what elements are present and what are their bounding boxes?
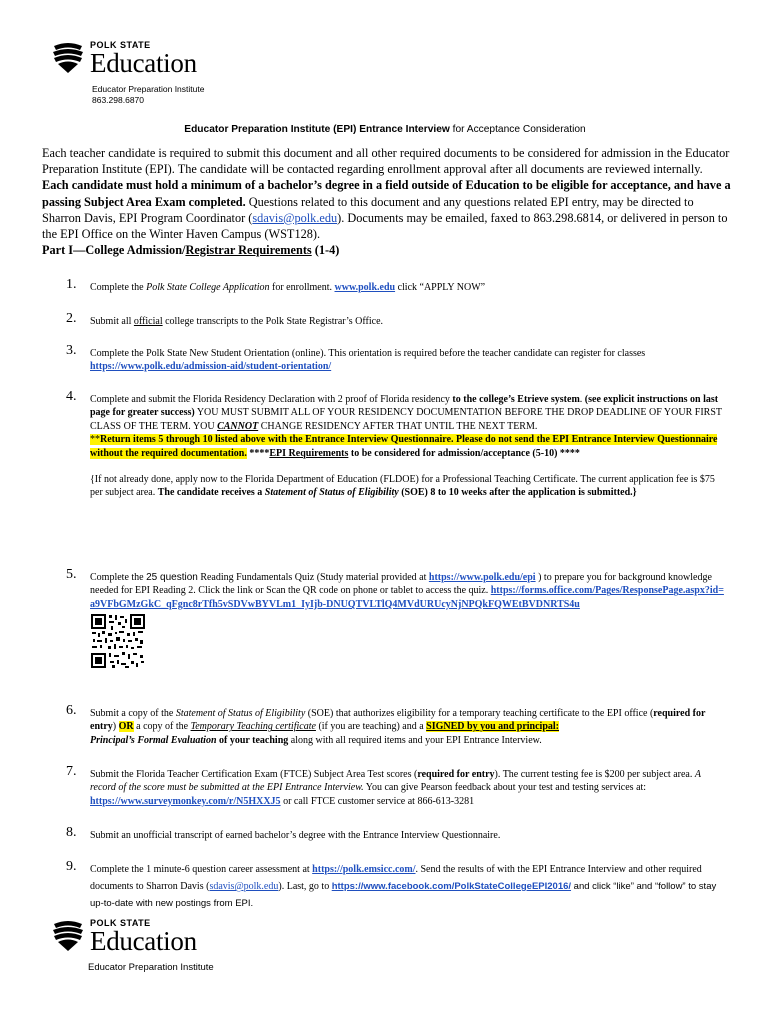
item-bold: (see explicit instructions on last page for greater success) [90,394,719,419]
header-institute: Educator Preparation Institute [92,84,205,94]
part-heading-b: Registrar Requirements [185,243,312,257]
title-bold: Educator Preparation Institute (EPI) Entrance Interview [184,124,450,135]
fldoe-note [90,473,726,500]
polk-state-logo [50,40,197,76]
item-text: {If not already done, apply now to the Florida Department of Education (FLDOE) for a Professional Teaching Certificate. The current application fee is $75 per subject area. [90,474,715,499]
list-item-5 [66,567,726,669]
item-bold: **** [246,447,270,459]
list-item-9 [66,861,726,912]
facebook-page-link[interactable]: https://www.facebook.com/PolkStateCollegeEPI2016/ [331,881,572,892]
item-number: 4. [66,389,77,404]
item-text: click “APPLY NOW” [395,282,486,293]
list-item-6 [66,703,726,747]
item-text: Submit all [90,316,134,327]
footer-logo-small-text: POLK STATE [90,918,151,928]
item9-email-link[interactable]: sdavis@polk.edu [209,881,279,892]
footer-logo [50,918,197,954]
item-italic: Statement of Status of Eligibility [175,708,306,719]
intro-text-1: Each teacher candidate is required to submit this document and all other required documents to be considered for admission in the Educator Preparation Institute (EPI). The candidate will be contacted regarding enrollment approval after all documents are reviewed internally. [42,146,730,177]
cannot-emphasis: CANNOT [217,420,259,432]
list-item-7 [66,764,726,808]
item-text: . Send the results of with the EPI Entrance Interview and other required documents to Sharron Davis ( [90,864,702,892]
item-number: 8. [66,825,77,840]
item-number: 5. [66,567,77,582]
item-bold: of your teaching [216,734,289,746]
item-text: Complete the 1 minute-6 question career assessment at [90,864,313,875]
polk-website-link[interactable]: www.polk.edu [334,282,396,293]
item-text: and click “like” and “follow” to stay up-to-date with new postings from EPI. [90,881,717,909]
intro-bold-requirement: Each candidate must hold a minimum of a bachelor’s degree in a field outside of Education to be eligible for acceptance, and have a passing Subject Area Exam completed. [42,178,731,209]
intro-text-3: ). Documents may be emailed, faxed to 863.298.6814, or delivered in person to the EPI Office on the Winter Haven Campus (WST128). [42,210,728,242]
item-text: Complete the [90,572,147,583]
item-italic-underlined: Temporary Teaching certificate [190,721,316,733]
item-number: 9. [66,859,77,874]
header-phone: 863.298.6870 [92,94,144,105]
list-item-4 [66,389,726,500]
pearson-survey-link[interactable]: https://www.surveymonkey.com/r/N5HXXJ5 [90,795,281,807]
item-text: . [579,394,585,405]
item-bold-underlined: EPI Requirements [269,447,349,459]
item-text: ). The current testing fee is $200 per subject area. [494,769,695,780]
item-bold: (SOE) 8 to 10 weeks after the application is submitted.} [398,487,637,499]
item-italic: A record of the score must be submitted at the EPI Entrance Interview. [90,769,701,794]
item-text: Complete and submit the Florida Residency Declaration with 2 proof of Florida residency [90,394,453,405]
item-text: Reading Fundamentals Quiz (Study material provided at [197,572,429,583]
part-heading-c: (1-4) [311,243,340,257]
career-assessment-link[interactable]: https://polk.emsicc.com/ [312,864,416,875]
item-number: 3. [66,343,77,358]
polk-state-emblem-icon [50,918,86,952]
item-text: ) to prepare you for background knowledge needed for EPI Reading 2. Click the link or Scan the QR code on phone or tablet to access the quiz. [90,572,712,597]
item-number: 2. [66,311,77,326]
list-item-3 [66,343,726,374]
logo-small-text: POLK STATE [90,40,151,50]
signed-emphasis: SIGNED by you and principal: [426,721,559,733]
item-text: or call FTCE customer service at 866-613-3281 [280,795,475,807]
item-text: Complete the [90,282,147,293]
item-text: (SOE) that authorizes eligibility for a temporary teaching certificate to the EPI office ( [305,708,654,719]
intro-email-link[interactable]: sdavis@polk.edu [252,210,338,225]
item-number: 6. [66,703,77,718]
item-bold-italic: Principal’s Formal Evaluation [90,734,217,746]
item-text: ). Last, go to [278,881,332,892]
polk-state-emblem-icon [50,40,86,74]
title-rest: for Acceptance Consideration [449,124,586,135]
page-title [0,124,770,135]
item-bold: The candidate receives a [157,487,265,499]
item-bold: to the college’s Etrieve system [452,394,580,405]
intro-paragraph [42,145,732,242]
quiz-form-link[interactable]: https://forms.office.com/Pages/ResponsePage.aspx?id=a9VFbGMzGkC_qFgnc8rTfh5vSDVwBYVLm1_IyIjb-DNUQTVLTlQ4MVdURUcyNjNPQkFQWEtBVDNRTS4u [90,585,724,610]
logo-big-text: Education [90,48,197,78]
item-text: along with all required items and your EPI Entrance Interview. [288,734,542,746]
item-text: Submit a copy of the [90,708,176,719]
orientation-link[interactable]: https://www.polk.edu/admission-aid/student-orientation/ [90,361,332,373]
item-text: CHANGE RESIDENCY AFTER THAT UNTIL THE NEXT TERM. [258,420,538,432]
or-emphasis: OR [118,721,134,733]
list-item-8 [66,825,726,842]
part-heading [42,243,339,258]
item-text: ** [90,434,100,446]
part-heading-a: Part I—College Admission/ [42,243,186,257]
item-text: a copy of the [133,721,191,733]
footer-institute: Educator Preparation Institute [88,962,214,973]
item-text: You can give Pearson feedback about your test and testing services at: [363,782,647,794]
item-text: 25 question [146,572,198,583]
list-item-2 [66,311,726,328]
footer-logo-big-text: Education [90,926,197,956]
item-text: college transcripts to the Polk State Registrar’s Office. [162,316,384,327]
item-text: Submit the Florida Teacher Certification Exam (FTCE) Subject Area Test scores ( [90,769,418,780]
item-bold: Return items 5 through 10 listed above with the Entrance Interview Questionnaire. Please do not send the EPI Entrance Interview Questionnaire without the required documentation. [90,434,718,459]
item-bold: to be considered for admission/acceptance (5-10) **** [348,447,580,459]
intro-text-2: Questions related to this document and any questions related EPI entry, may be directed to Sharron Davis, EPI Program Coordinator ( [42,194,694,225]
item-text: (if you are teaching) and a [315,721,427,733]
item-text: for enrollment. [269,282,335,293]
item-bold: required for entry [90,708,706,733]
header-address [92,84,204,105]
list-item-1 [66,277,726,294]
item-text: Submit an unofficial transcript of earned bachelor’s degree with the Entrance Interview Questionnaire. [90,830,501,841]
item-number: 7. [66,764,77,779]
item-italic: Polk State College Application [146,282,270,293]
item-text: Complete the Polk State New Student Orientation (online). This orientation is required before the teacher candidate can register for classes [90,348,646,359]
item-underlined: official [133,316,163,327]
item-bold-italic: Statement of Status of Eligibility [264,487,399,499]
item-number: 1. [66,277,77,292]
item-bold: required for entry [417,769,495,780]
item-text: YOU MUST SUBMIT ALL OF YOUR RESIDENCY DOCUMENTATION BEFORE THE DROP DEADLINE OF YOUR FIRST CLASS OF THE TERM. YOU [90,407,722,432]
epi-page-link[interactable]: https://www.polk.edu/epi [428,572,536,583]
qr-code-icon[interactable] [90,613,146,669]
item-text: ) [112,721,119,733]
